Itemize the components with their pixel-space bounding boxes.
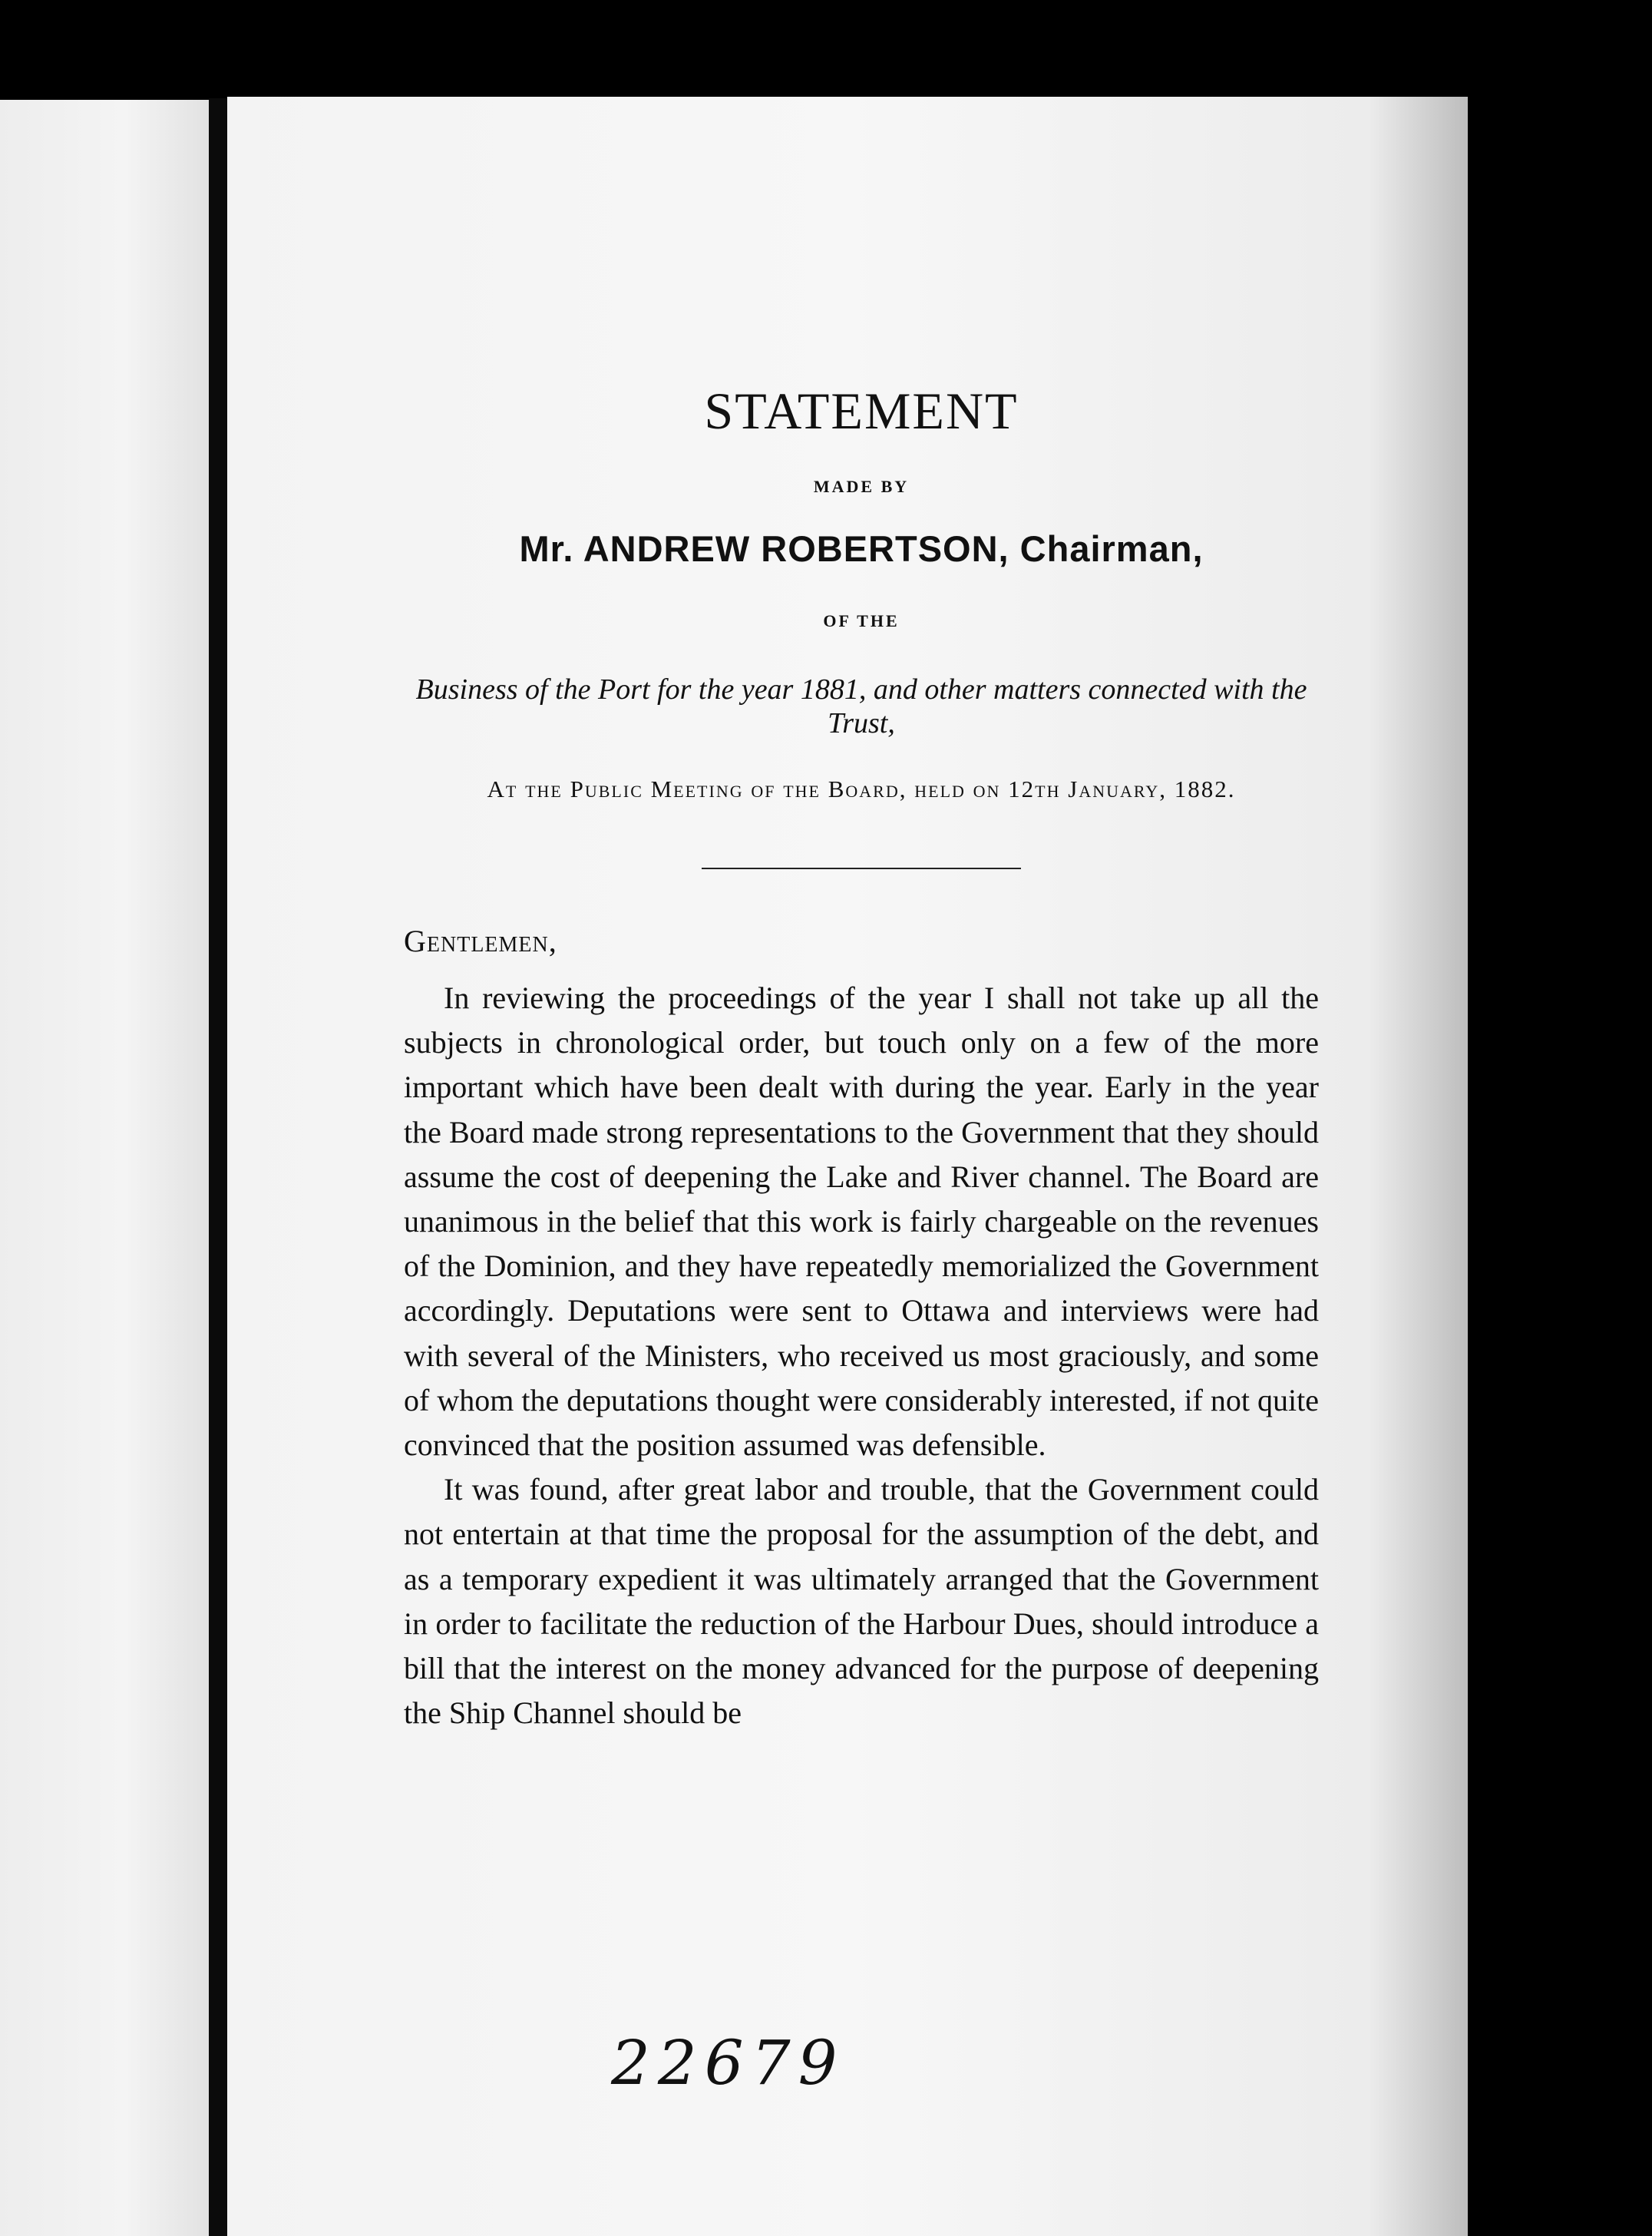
statement-subject: Business of the Port for the year 1881, and other matters connected with the Trust, <box>415 673 1307 739</box>
body-paragraph-2: It was found, after great labor and trouble, that the Government could not entertain at that time the proposal for the assumption of the debt, and as a temporary expedient it was ultimately arranged that the Government in order to facilitate the reduction of the Harbour Dues, should introduce a bill that the interest on the money advanced for the purpose of deepening the Ship Channel should be <box>404 1472 1319 1731</box>
document-page <box>227 97 1468 2236</box>
document-title: STATEMENT <box>704 382 1019 440</box>
meeting-line: At the Public Meeting of the Board, held on 12th January, 1882. <box>487 776 1236 802</box>
speaker-name: Mr. ANDREW ROBERTSON, Chairman, <box>519 528 1204 569</box>
section-divider <box>702 868 1021 869</box>
made-by-label: MADE BY <box>813 477 910 496</box>
page-text <box>404 381 1319 1735</box>
binding-gutter <box>209 98 227 2236</box>
handwritten-catalog-number: 22679 <box>611 2027 845 2099</box>
of-the-label: OF THE <box>823 611 900 630</box>
body-paragraph-1: In reviewing the proceedings of the year I shall not take up all the subjects in chronological order, but touch only on a few of the more important which have been dealt with during the year. Early in the year the Board made strong representations to the Government that they should assume the cost of deepening the Lake and River channel. The Board are unanimous in the belief that this work is fairly chargeable on the revenues of the Dominion, and they have repeatedly memorialized the Government accordingly. Deputations were sent to Ottawa and interviews were had with several of the Ministers, who received us most graciously, and some of whom the deputations thought were considerably interested, if not quite convinced that the position assumed was defensible. <box>404 981 1319 1463</box>
previous-page-edge <box>0 100 209 2236</box>
salutation: Gentlemen, <box>404 924 557 958</box>
